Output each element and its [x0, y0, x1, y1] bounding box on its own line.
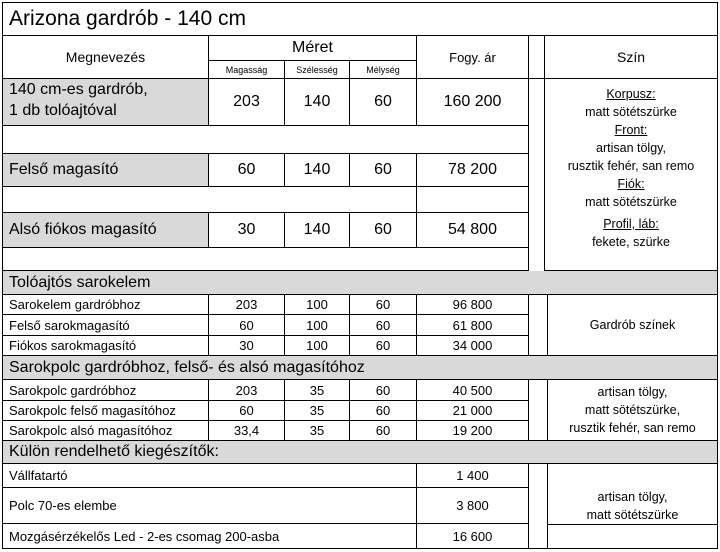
item-gardrob-line2: 1 db tolóajtóval [9, 102, 117, 119]
sarokpolc-color-3: rusztik fehér, san remo [569, 421, 696, 435]
sarokpolc-color-2: matt sötétszürke, [584, 403, 681, 417]
kiegeszito-color-2: matt sötétszürke [586, 508, 679, 522]
table-row-name: Felső sarokmagasító [2, 315, 209, 336]
table-row-depth: 60 [350, 401, 417, 421]
table-row-depth: 60 [350, 421, 417, 441]
korpusz-value: matt sötétszürke [585, 105, 677, 119]
table-row-depth: 60 [350, 315, 417, 336]
header-height: Magasság [209, 60, 285, 79]
header-price: Fogy. ár [417, 36, 529, 79]
table-row-height: 60 [209, 315, 285, 336]
item-also-name: Alsó fiókos magasító [2, 213, 209, 248]
empty-row [2, 248, 529, 271]
table-row-price: 40 500 [417, 380, 529, 401]
profil-label: Profil, láb: [603, 217, 659, 231]
item-felso-price: 78 200 [417, 154, 529, 187]
sarokpolc-color-1: artisan tölgy, [597, 385, 668, 399]
table-row-name: Sarokpolc felső magasítóhoz [2, 401, 209, 421]
table-row-name: Polc 70-es elembe [2, 488, 417, 524]
item-also-depth: 60 [350, 213, 417, 248]
table-row-price: 16 600 [417, 524, 529, 549]
spacer-column [529, 380, 548, 441]
kiegeszito-color [548, 488, 718, 524]
section-title-kiegeszitok: Külön rendelhető kiegészítők: [2, 441, 718, 464]
item-gardrob-price: 160 200 [417, 79, 529, 126]
empty-row [2, 126, 529, 154]
item-gardrob-line1: 140 cm-es gardrób, [9, 81, 148, 98]
table-row-depth: 60 [350, 380, 417, 401]
item-felso-width: 140 [285, 154, 350, 187]
item-felso-height: 60 [209, 154, 285, 187]
header-depth: Mélység [350, 60, 417, 79]
table-row-name: Mozgásérzékelős Led - 2-es csomag 200-asba [2, 524, 417, 549]
table-row-height: 30 [209, 336, 285, 356]
item-felso-name: Felső magasító [2, 154, 209, 187]
sheet-title: Arizona gardrób - 140 cm [2, 2, 718, 36]
table-row-height: 203 [209, 380, 285, 401]
empty-cell [209, 187, 417, 213]
table-row-price: 1 400 [417, 464, 529, 488]
section-title-sarokelem: Tolóajtós sarokelem [2, 271, 718, 295]
table-row-width: 100 [285, 315, 350, 336]
profil-value: fekete, szürke [592, 235, 670, 249]
table-row-depth: 60 [350, 295, 417, 315]
table-row-name: Fiókos sarokmagasító [2, 336, 209, 356]
table-row-depth: 60 [350, 336, 417, 356]
section-title-sarokpolc: Sarokpolc gardróbhoz, felső- és alsó magasítóhoz [2, 356, 718, 380]
item-also-price: 54 800 [417, 213, 529, 248]
sarokelem-color: Gardrób színek [548, 295, 718, 356]
empty-cell [548, 464, 718, 488]
table-row-price: 61 800 [417, 315, 529, 336]
korpusz-label: Korpusz: [606, 87, 656, 101]
spacer-column [529, 295, 548, 356]
spacer-column [529, 79, 545, 271]
spacer-column [529, 464, 548, 549]
table-row-width: 100 [285, 336, 350, 356]
table-row-width: 35 [285, 401, 350, 421]
header-width: Szélesség [285, 60, 350, 79]
table-row-name: Sarokpolc gardróbhoz [2, 380, 209, 401]
front-value-1: artisan tölgy, [596, 141, 666, 155]
front-value-2: rusztik fehér, san remo [567, 159, 695, 173]
header-name: Megnevezés [2, 36, 209, 79]
front-label: Front: [614, 123, 648, 137]
table-row-price: 96 800 [417, 295, 529, 315]
table-row-name: Vállfatartó [2, 464, 417, 488]
table-row-name: Sarokelem gardróbhoz [2, 295, 209, 315]
fiok-label: Fiók: [617, 177, 645, 191]
table-row-price: 19 200 [417, 421, 529, 441]
header-size: Méret [209, 36, 417, 60]
table-row-height: 33,4 [209, 421, 285, 441]
item-gardrob-depth: 60 [350, 79, 417, 126]
item-gardrob-height: 203 [209, 79, 285, 126]
table-row-name: Sarokpolc alsó magasítóhoz [2, 421, 209, 441]
table-row-height: 203 [209, 295, 285, 315]
sarokpolc-color [548, 380, 718, 441]
header-spacer [529, 36, 545, 79]
table-row-price: 3 800 [417, 488, 529, 524]
table-row-width: 35 [285, 380, 350, 401]
fiok-value: matt sötétszürke [585, 195, 677, 209]
table-row-width: 100 [285, 295, 350, 315]
item-gardrob-width: 140 [285, 79, 350, 126]
item-gardrob-name [2, 79, 209, 126]
main-color-info [545, 79, 718, 271]
table-row-price: 21 000 [417, 401, 529, 421]
item-felso-depth: 60 [350, 154, 417, 187]
table-row-width: 35 [285, 421, 350, 441]
item-also-height: 30 [209, 213, 285, 248]
item-also-width: 140 [285, 213, 350, 248]
table-row-height: 60 [209, 401, 285, 421]
empty-cell [548, 524, 718, 549]
header-color: Szín [545, 36, 718, 79]
kiegeszito-color-1: artisan tölgy, [597, 490, 668, 504]
table-row-price: 34 000 [417, 336, 529, 356]
